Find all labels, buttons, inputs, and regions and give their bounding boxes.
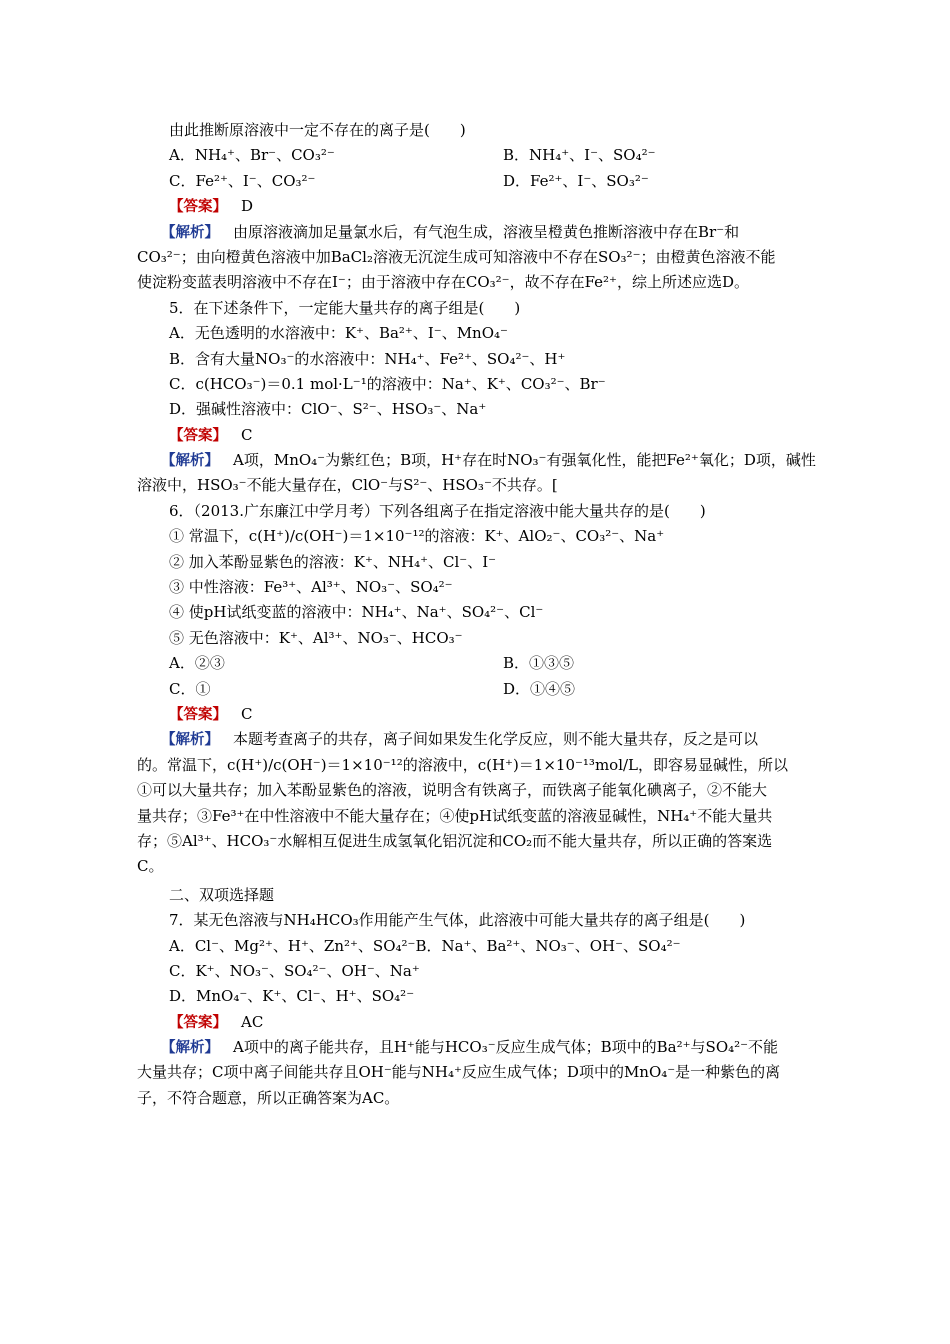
q6-item-5: ⑤ 无色溶液中：K⁺、Al³⁺、NO₃⁻、HCO₃⁻	[169, 628, 463, 647]
q7-analysis-line-1	[137, 1035, 827, 1060]
q6-options-cd	[137, 677, 827, 702]
analysis-label: 【解析】	[161, 453, 219, 470]
q6-option-d: D．①④⑤	[503, 679, 576, 698]
answer-label: 【答案】	[169, 706, 227, 723]
section-heading: 二、双项选择题	[169, 885, 275, 904]
q6-options-ab	[137, 651, 827, 676]
q6-item-4: ④ 使pH试纸变蓝的溶液中：NH₄⁺、Na⁺、SO₄²⁻、Cl⁻	[169, 603, 544, 622]
answer-label: 【答案】	[169, 427, 227, 444]
q6-analysis-line-6: C。	[137, 857, 164, 876]
analysis-label: 【解析】	[161, 1040, 219, 1057]
q6-analysis-line-4: 量共存；③Fe³⁺在中性溶液中不能大量存在；④使pH试纸变蓝的溶液显碱性，NH₄⁺不能大量共	[137, 806, 773, 825]
q6-analysis-line-5: 存；⑤Al³⁺、HCO₃⁻水解相互促进生成氢氧化铝沉淀和CO₂而不能大量共存，所以正确的答案选	[137, 831, 773, 850]
q4-answer	[137, 194, 827, 219]
q6-option-b: B．①③⑤	[503, 654, 575, 673]
answer-label: 【答案】	[169, 1014, 227, 1031]
analysis-text: 由原溶液滴加足量氯水后，有气泡生成，溶液呈橙黄色推断溶液中存在Br⁻和	[233, 222, 740, 241]
q7-option-d: D．MnO₄⁻、K⁺、Cl⁻、H⁺、SO₄²⁻	[169, 987, 415, 1006]
q7-analysis-line-3: 子，不符合题意，所以正确答案为AC。	[137, 1088, 400, 1107]
q4-options-ab	[137, 143, 827, 168]
q4-options-cd	[137, 169, 827, 194]
q6-answer	[137, 702, 827, 727]
q5-stem: 5．在下述条件下，一定能大量共存的离子组是( )	[169, 298, 521, 317]
q6-option-a: A．②③	[169, 654, 225, 673]
q6-analysis-line-1	[137, 727, 827, 752]
answer-value: AC	[241, 1012, 264, 1031]
q6-item-1: ① 常温下，c(H⁺)/c(OH⁻)＝1×10⁻¹²的溶液：K⁺、AlO₂⁻、CO₃²⁻、Na⁺	[169, 527, 665, 546]
q5-option-a: A．无色透明的水溶液中：K⁺、Ba²⁺、I⁻、MnO₄⁻	[169, 324, 508, 343]
q4-option-b: B．NH₄⁺、I⁻、SO₄²⁻	[503, 146, 656, 165]
q4-stem: 由此推断原溶液中一定不存在的离子是( )	[169, 121, 466, 139]
q5-option-c: C．c(HCO₃⁻)＝0.1 mol·L⁻¹的溶液中：Na⁺、K⁺、CO₃²⁻、Br⁻	[169, 374, 606, 393]
analysis-text: A项，MnO₄⁻为紫红色；B项，H⁺存在时NO₃⁻有强氧化性，能把Fe²⁺氧化；D项，碱性	[233, 451, 816, 470]
analysis-label: 【解析】	[161, 224, 219, 241]
q5-answer	[137, 423, 827, 448]
q4-option-d: D．Fe²⁺、I⁻、SO₃²⁻	[503, 171, 649, 190]
q4-analysis-line-2: CO₃²⁻；由向橙黄色溶液中加BaCl₂溶液无沉淀生成可知溶液中不存在SO₃²⁻；由橙黄色溶液不能	[137, 247, 776, 266]
q5-option-b: B．含有大量NO₃⁻的水溶液中：NH₄⁺、Fe²⁺、SO₄²⁻、H⁺	[169, 349, 566, 368]
answer-value: D	[241, 197, 254, 216]
q7-stem: 7．某无色溶液与NH₄HCO₃作用能产生气体，此溶液中可能大量共存的离子组是( )	[169, 911, 746, 930]
q6-option-c: C．①	[169, 679, 211, 698]
q6-stem: 6．（2013.广东廉江中学月考）下列各组离子在指定溶液中能大量共存的是( )	[169, 501, 706, 520]
q6-analysis-line-2: 的。常温下，c(H⁺)/c(OH⁻)＝1×10⁻¹²的溶液中，c(H⁺)＝1×10⁻¹³mol/L，即容易显碱性，所以	[137, 755, 789, 774]
q4-analysis-line-3: 使淀粉变蓝表明溶液中不存在I⁻；由于溶液中存在CO₃²⁻，故不存在Fe²⁺，综上所述应选D。	[137, 273, 749, 292]
answer-value: C	[241, 425, 253, 444]
analysis-text: 本题考查离子的共存，离子间如果发生化学反应，则不能大量共存，反之是可以	[233, 730, 759, 749]
document-page	[137, 118, 827, 1111]
q6-item-2: ② 加入苯酚显紫色的溶液：K⁺、NH₄⁺、Cl⁻、I⁻	[169, 552, 497, 571]
q7-option-c: C．K⁺、NO₃⁻、SO₄²⁻、OH⁻、Na⁺	[169, 961, 420, 980]
q4-analysis-line-1	[137, 220, 827, 245]
q7-analysis-line-2: 大量共存；C项中离子间能共存且OH⁻能与NH₄⁺反应生成气体；D项中的MnO₄⁻是一种紫色的离	[137, 1063, 781, 1082]
q7-option-ab: A．Cl⁻、Mg²⁺、H⁺、Zn²⁺、SO₄²⁻B．Na⁺、Ba²⁺、NO₃⁻、OH⁻、SO₄²⁻	[169, 936, 681, 955]
analysis-text: A项中的离子能共存，且H⁺能与HCO₃⁻反应生成气体；B项中的Ba²⁺与SO₄²⁻不能	[233, 1038, 779, 1057]
q4-option-a: A．NH₄⁺、Br⁻、CO₃²⁻	[169, 146, 335, 165]
answer-value: C	[241, 704, 253, 723]
q5-analysis-line-2: 溶液中，HSO₃⁻不能大量存在，ClO⁻与S²⁻、HSO₃⁻不共存。[	[137, 476, 558, 495]
analysis-label: 【解析】	[161, 732, 219, 749]
answer-label: 【答案】	[169, 199, 227, 216]
q7-answer	[137, 1010, 827, 1035]
q6-analysis-line-3: ①可以大量共存；加入苯酚显紫色的溶液，说明含有铁离子，而铁离子能氧化碘离子，②不能大	[137, 781, 768, 800]
q5-option-d: D．强碱性溶液中：ClO⁻、S²⁻、HSO₃⁻、Na⁺	[169, 400, 487, 419]
q4-option-c: C．Fe²⁺、I⁻、CO₃²⁻	[169, 171, 316, 190]
q6-item-3: ③ 中性溶液：Fe³⁺、Al³⁺、NO₃⁻、SO₄²⁻	[169, 578, 453, 597]
q5-analysis-line-1	[137, 448, 827, 473]
